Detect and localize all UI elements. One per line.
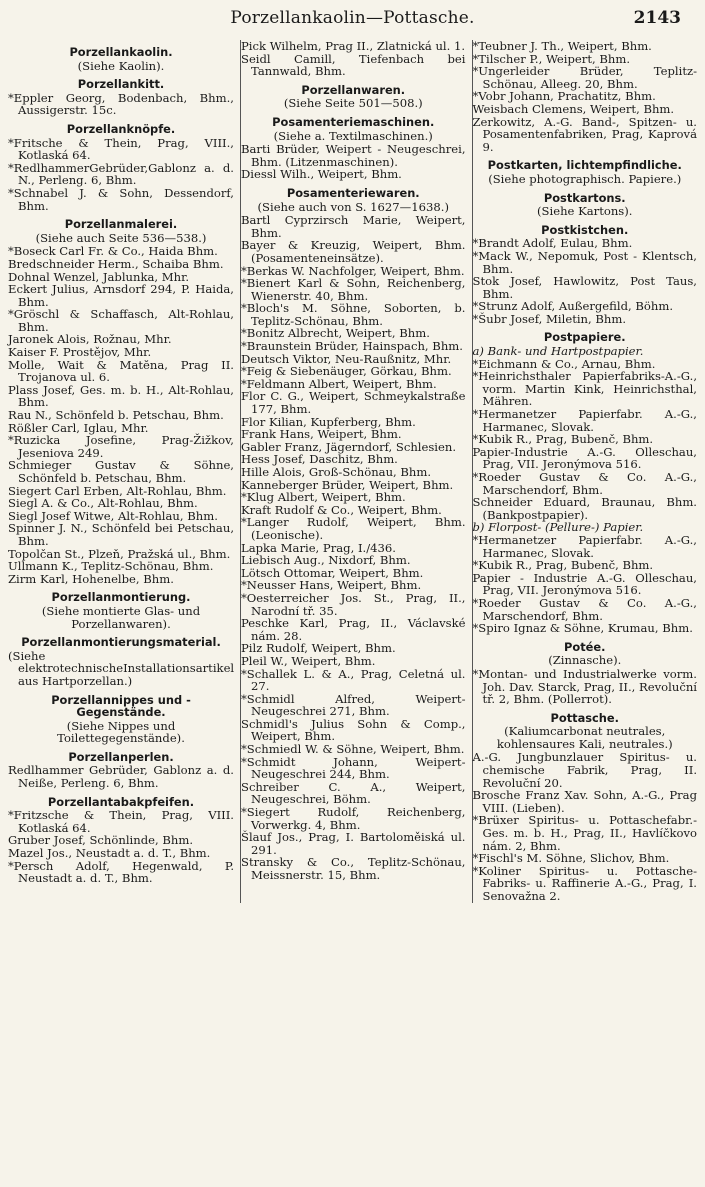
directory-entry: Schmieger Gustav & Söhne, Schönfeld b. Petschau, Bhm. — [8, 458, 234, 485]
directory-entry: Dohnal Wenzel, Jablunka, Mhr. — [8, 269, 190, 284]
directory-entry: Hess Josef, Daschitz, Bhm. — [241, 452, 398, 467]
directory-entry: *Kubik R., Prag, Bubenč, Bhm. — [472, 558, 654, 573]
directory-entry: *Berkas W. Nachfolger, Weipert, Bhm. — [241, 263, 465, 278]
directory-entry: Bartl Cyprzirsch Marie, Weipert, Bhm. — [241, 213, 466, 240]
directory-entry: *Hermanetzer Papierfabr. A.-G., Harmanec, Slovak. — [472, 532, 697, 560]
directory-entry: *Koliner Spiritus- u. Pottasche-Fabriks- u. Raffinerie A.-G., Prag, I. Senovažna 2. — [472, 863, 697, 903]
directory-entry: Brosche Franz Xav. Sohn, A.-G., Prag VIII. (Lieben). — [472, 788, 697, 815]
directory-entry: Kraft Rudolf & Co., Weipert, Bhm. — [241, 502, 442, 517]
directory-entry: *Šubr Josef, Miletin, Bhm. — [472, 311, 627, 326]
section-heading: Porzellannippes und -Gegenstände. — [51, 692, 191, 720]
see-reference: (Siehe Seite 501—508.) — [283, 96, 423, 111]
page-number: 2143 — [633, 8, 681, 28]
directory-entry: Flor C. G., Weipert, Schmeykalstraße 177, Bhm. — [241, 389, 466, 417]
subsection-label: a) Bank- und Hartpostpapier. — [472, 344, 644, 359]
see-reference: (Siehe Nippes und Toilettegegenstände). — [57, 718, 185, 746]
directory-entry: Spinner J. N., Schönfeld bei Petschau, Bhm. — [8, 521, 234, 548]
section-heading: Pottasche. — [550, 710, 619, 725]
directory-entry: *Vobr Johann, Prachatitz, Bhm. — [472, 89, 656, 104]
section-heading: Potée. — [564, 639, 606, 654]
directory-entry: Šlauf Jos., Prag, I. Bartoloměiská ul. 291. — [241, 830, 466, 857]
directory-entry: Hille Alois, Groß-Schönau, Bhm. — [241, 465, 432, 479]
directory-entry: Zerkowitz, A.-G. Band-, Spitzen- u. Posamentenfabriken, Prag, Kaprová 9. — [472, 114, 697, 154]
see-reference: (Zinnasche). — [548, 653, 622, 668]
directory-entry: Siegert Carl Erben, Alt-Rohlau, Bhm. — [8, 483, 227, 498]
directory-entry: *Brüxer Spiritus- u. Pottaschefabr.-Ges. m. b. H., Prag, II., Havlíčkovo nám. 2, Bhm. — [472, 813, 697, 853]
directory-entry: Frank Hans, Weipert, Bhm. — [241, 427, 402, 442]
section-heading: Postpapiere. — [543, 330, 626, 345]
directory-entry: *Heinrichsthaler Papierfabriks-A.-G., vorm. Martin Kink, Heinrichsthal, Mähren. — [472, 369, 697, 409]
directory-entry: Siegl Josef Witwe, Alt-Rohlau, Bhm. — [8, 508, 218, 523]
directory-entry: Ullmann K., Teplitz-Schönau, Bhm. — [8, 559, 214, 574]
section-heading: Porzellankaolin. — [69, 45, 173, 59]
directory-entry: *Gröschl & Schaffasch, Alt-Rohlau, Bhm. — [8, 307, 234, 334]
directory-entry: A.-G. Jungbunzlauer Spiritus- u. chemische Fabrik, Prag, II. Revoluční 20. — [472, 750, 697, 790]
directory-entry: Lapka Marie, Prag, I./436. — [241, 540, 396, 555]
column-3 — [473, 40, 698, 903]
directory-entry: (Siehe elektrotechnischeInstallationsartikel aus Hartporzellan.) — [8, 648, 235, 688]
section-heading: Postkistchen. — [541, 222, 629, 237]
section-heading: Porzellanmontierung. — [51, 590, 191, 605]
section-heading: Porzellanmalerei. — [64, 217, 178, 232]
directory-entry: *Feig & Siebenäuger, Görkau, Bhm. — [241, 364, 452, 379]
section-heading: Porzellantabakpfeifen. — [47, 794, 195, 809]
directory-entry: *Oesterreicher Jos. St., Prag, II., Narodní tř. 35. — [241, 590, 466, 618]
directory-entry: *Feldmann Albert, Weipert, Bhm. — [241, 376, 437, 391]
directory-entry: Gabler Franz, Jägerndorf, Schlesien. — [241, 439, 457, 454]
directory-entry: *Kubik R., Prag, Bubenč, Bhm. — [472, 432, 654, 447]
directory-entry: Rößler Carl, Iglau, Mhr. — [8, 420, 149, 435]
directory-entry: Lötsch Ottomar, Weipert, Bhm. — [241, 565, 424, 580]
directory-entry: Siegl A. & Co., Alt-Rohlau, Bhm. — [8, 496, 198, 511]
directory-entry: *Eichmann & Co., Arnau, Bhm. — [472, 356, 656, 371]
see-reference: (Siehe Kartons). — [537, 204, 633, 219]
directory-entry: *Neusser Hans, Weipert, Bhm. — [241, 578, 422, 593]
directory-entry: *Schmidl Alfred, Weipert-Neugeschrei 271, Bhm. — [241, 691, 466, 719]
directory-entry: Papier - Industrie A.-G. Olleschau, Prag, VII. Jeronýmova 516. — [472, 570, 697, 598]
directory-entry: *Schallek L. & A., Prag, Celetná ul. 27. — [241, 666, 466, 694]
directory-entry: Papier-Industrie A.-G. Olleschau, Prag, VII. Jeronýmova 516. — [472, 444, 697, 472]
directory-entry: Pleil W., Weipert, Bhm. — [241, 653, 376, 668]
page-header — [8, 0, 697, 40]
directory-entry: Kaiser F. Prostějov, Mhr. — [8, 345, 152, 360]
directory-entry: Seidl Camill, Tiefenbach bei Tannwald, Bhm. — [241, 51, 466, 79]
directory-entry: *Brandt Adolf, Eulau, Bhm. — [472, 236, 633, 251]
directory-entry: *Spiro Ignaz & Söhne, Krumau, Bhm. — [472, 621, 693, 636]
directory-entry: Molle, Wait & Matĕna, Prag II. Trojanova ul. 6. — [8, 357, 234, 385]
directory-entry: Stok Josef, Hawlowitz, Post Taus, Bhm. — [472, 274, 697, 301]
section-heading: Porzellanperlen. — [68, 749, 174, 764]
section-heading: Postkartons. — [543, 190, 626, 205]
section-heading: Posamenteriewaren. — [286, 185, 420, 200]
see-reference: (Siehe auch von S. 1627—1638.) — [257, 199, 449, 214]
columns — [8, 40, 697, 903]
directory-entry: *Fritsche & Thein, Prag, VIII., Kotlaská 64. — [8, 135, 234, 163]
directory-entry: *Schmidt Johann, Weipert-Neugeschrei 244, Bhm. — [241, 754, 466, 782]
directory-entry: Barti Brüder, Weipert - Neugeschrei, Bhm. (Litzenmaschinen). — [241, 142, 466, 169]
directory-entry: Stransky & Co., Teplitz-Schönau, Meissnerstr. 15, Bhm. — [241, 855, 466, 882]
directory-entry: *Fritzsche & Thein, Prag, VIII. Kotlaská 64. — [8, 808, 234, 835]
section-heading: Posamenteriemaschinen. — [272, 114, 435, 129]
directory-entry: Schmidl's Julius Sohn & Comp., Weipert, Bhm. — [241, 716, 466, 744]
directory-entry: *Braunstein Brüder, Hainspach, Bhm. — [241, 339, 463, 354]
see-reference: (Siehe Kaolin). — [77, 58, 165, 73]
directory-entry: *Boseck Carl Fr. & Co., Haida Bhm. — [8, 244, 218, 259]
directory-entry: *Hermanetzer Papierfabr. A.-G., Harmanec, Slovak. — [472, 407, 697, 434]
directory-entry: Rau N., Schönfeld b. Petschau, Bhm. — [8, 408, 224, 423]
section-heading: Porzellankitt. — [77, 77, 165, 92]
directory-entry: Bredschneider Herm., Schaiba Bhm. — [8, 256, 224, 271]
section-heading: Postkarten, lichtempfindliche. — [487, 158, 682, 173]
page-title: Porzellankaolin—Pottasche. — [230, 8, 475, 28]
directory-entry: *Mack W., Nepomuk, Post - Klentsch, Bhm. — [472, 248, 697, 276]
directory-entry: *Langer Rudolf, Weipert, Bhm. (Leonische). — [241, 515, 466, 542]
directory-entry: Pilz Rudolf, Weipert, Bhm. — [241, 641, 396, 656]
directory-entry: Jaronek Alois, Rožnau, Mhr. — [8, 332, 172, 347]
directory-entry: Kanneberger Brüder, Weipert, Bhm. — [241, 477, 454, 492]
directory-entry: *Montan- und Industrialwerke vorm. Joh. Dav. Starck, Prag, II., Revoluční tř. 2, Bhm. (Pollerrot). — [472, 666, 697, 707]
directory-entry: *Ruzicka Josefine, Prag-Žižkov, Jeseniova 249. — [8, 433, 234, 460]
directory-entry: Deutsch Viktor, Neu-Raußnitz, Mhr. — [241, 351, 452, 366]
directory-entry: *Schnabel J. & Sohn, Dessendorf, Bhm. — [8, 185, 234, 213]
directory-entry: Diessl Wilh., Weipert, Bhm. — [241, 167, 402, 182]
see-reference: (Kaliumcarbonat neutrales, kohlensaures Kali, neutrales.) — [496, 724, 673, 751]
directory-entry: Flor Kilian, Kupferberg, Bhm. — [241, 414, 416, 429]
directory-entry: *Bienert Karl & Sohn, Reichenberg, Wienerstr. 40, Bhm. — [241, 276, 466, 303]
directory-entry: *Persch Adolf, Hegenwald, P. Neustadt a. d. T., Bhm. — [8, 858, 234, 886]
directory-entry: Liebisch Aug., Nixdorf, Bhm. — [241, 553, 411, 568]
section-heading: Porzellanwaren. — [301, 82, 406, 97]
directory-entry: Zirm Karl, Hohenelbe, Bhm. — [8, 571, 174, 586]
directory-entry: Redlhammer Gebrüder, Gablonz a. d. Neiße, Perleng. 6, Bhm. — [8, 763, 234, 791]
see-reference: (Siehe photographisch. Papiere.) — [488, 171, 682, 186]
directory-entry: Pick Wilhelm, Prag II., Zlatnická ul. 1. — [241, 39, 466, 53]
directory-entry: Peschke Karl, Prag, II., Václavské nám. 28. — [241, 616, 466, 643]
directory-entry: *Bonitz Albrecht, Weipert, Bhm. — [241, 326, 430, 341]
section-heading: Porzellanknöpfe. — [66, 121, 176, 136]
directory-entry: *Klug Albert, Weipert, Bhm. — [241, 490, 406, 505]
directory-entry: *Schmiedl W. & Söhne, Weipert, Bhm. — [241, 742, 465, 757]
directory-entry: *Siegert Rudolf, Reichenberg, Vorwerkg. 4, Bhm. — [241, 805, 466, 832]
directory-entry: Schreiber C. A., Weipert, Neugeschrei, Böhm. — [241, 779, 466, 807]
subsection-label: b) Florpost- (Pellure-) Papier. — [472, 520, 644, 535]
column-1 — [8, 40, 241, 903]
column-2 — [241, 40, 473, 903]
directory-entry: *RedlhammerGebrüder,Gablonz a. d. N., Perleng. 6, Bhm. — [8, 160, 234, 188]
directory-entry: *Tilscher P., Weipert, Bhm. — [472, 51, 631, 66]
section-heading: Porzellanmontierungsmaterial. — [21, 635, 221, 650]
directory-entry: Gruber Josef, Schönlinde, Bhm. — [8, 833, 194, 848]
directory-entry: Eckert Julius, Arnsdorf 294, P. Haida, Bhm. — [8, 282, 234, 309]
directory-entry: *Teubner J. Th., Weipert, Bhm. — [472, 39, 652, 53]
directory-entry: Bayer & Kreuzig, Weipert, Bhm. (Posamenteneinsätze). — [241, 238, 466, 265]
directory-entry: *Roeder Gustav & Co. A.-G., Marschendorf, Bhm. — [472, 470, 697, 497]
directory-entry: *Eppler Georg, Bodenbach, Bhm., Aussigerstr. 15c. — [8, 90, 234, 118]
directory-entry: *Bloch's M. Söhne, Soborten, b. Teplitz-Schönau, Bhm. — [241, 301, 466, 328]
see-reference: (Siehe montierte Glas- und Porzellanwaren). — [41, 603, 201, 631]
directory-entry: *Roeder Gustav & Co. A.-G., Marschendorf, Bhm. — [472, 595, 697, 623]
directory-entry: *Ungerleider Brüder, Teplitz-Schönau, Alleeg. 20, Bhm. — [472, 64, 697, 91]
directory-entry: Schneider Eduard, Braunau, Bhm. (Bankpostpapier). — [472, 495, 697, 522]
see-reference: (Siehe a. Textilmaschinen.) — [273, 128, 433, 143]
directory-entry: Topolčan St., Plzeň, Pražská ul., Bhm. — [8, 546, 231, 561]
see-reference: (Siehe auch Seite 536—538.) — [35, 230, 207, 245]
directory-entry: Weisbach Clemens, Weipert, Bhm. — [472, 101, 675, 116]
directory-entry: *Fischl's M. Söhne, Slichov, Bhm. — [472, 851, 670, 866]
directory-entry: Plass Josef, Ges. m. b. H., Alt-Rohlau, Bhm. — [8, 382, 234, 410]
directory-entry: *Strunz Adolf, Außergefild, Böhm. — [472, 299, 674, 314]
directory-entry: Mazel Jos., Neustadt a. d. T., Bhm. — [8, 846, 211, 861]
